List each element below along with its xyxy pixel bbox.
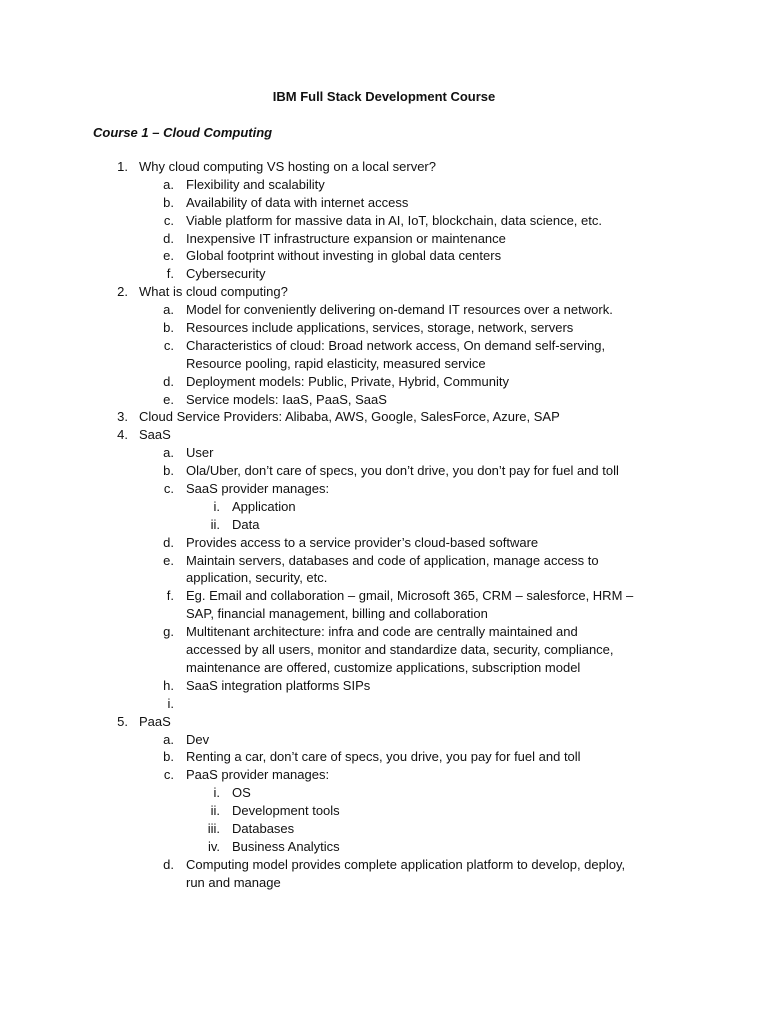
list-item [0,391,768,409]
list-item-text: Application [232,498,296,514]
list-item-text: PaaS provider manages: [186,767,330,783]
list-item-marker: 5. [117,713,128,729]
list-item [0,802,768,820]
list-item-text: Availability of data with internet access [186,194,409,210]
list-item [0,480,768,498]
list-item-text: Renting a car, don’t care of specs, you drive, you pay for fuel and toll [186,749,581,765]
list-item-marker: f. [166,588,174,604]
list-item-marker: 1. [117,159,128,174]
list-item-marker: d. [163,856,174,872]
list-item-text: Service models: IaaS, PaaS, SaaS [186,391,387,407]
list-item-marker: 2. [117,284,128,300]
list-item [0,713,768,731]
list-item-marker: i. [213,498,220,514]
list-item [0,373,768,391]
list-item-text: Provides access to a service provider’s cloud-based software [186,534,539,550]
list-item-marker: 3. [117,409,128,425]
list-item [0,158,768,176]
list-item-text: accessed by all users, monitor and standardize data, security, compliance, [186,642,614,658]
list-item-marker: b. [163,463,174,479]
list-item-text: Maintain servers, databases and code of application, manage access to [186,552,599,568]
list-item [0,695,768,713]
list-item [0,587,768,605]
list-item-text: Ola/Uber, don’t care of specs, you don’t drive, you don’t pay for fuel and toll [186,463,619,479]
list-item-text: Deployment models: Public, Private, Hybrid, Community [186,373,509,389]
list-item-marker: h. [163,677,174,693]
list-item [0,426,768,444]
list-item-marker: b. [163,749,174,765]
list-item-marker: b. [163,194,174,210]
list-item [0,319,768,337]
list-item-text: Data [232,516,260,532]
list-item-text: Cloud Service Providers: Alibaba, AWS, Google, SalesForce, Azure, SAP [139,409,560,425]
list-item-text: Dev [186,731,210,747]
list-item-marker: c. [163,212,174,228]
list-item [0,498,768,516]
list-item-text: User [186,445,214,461]
list-item [0,444,768,462]
list-item-text: SAP, financial management, billing and collaboration [186,606,488,622]
list-item-marker: ii. [210,516,220,532]
list-item [0,516,768,534]
list-item-marker: iv. [207,838,220,854]
list-item [0,212,768,230]
list-item-marker: g. [163,624,174,640]
list-item-text: Model for conveniently delivering on-demand IT resources over a network. [186,302,613,318]
list-item [0,731,768,749]
list-item [0,748,768,766]
list-item-text: Viable platform for massive data in AI, IoT, blockchain, data science, etc. [186,212,602,228]
list-item-marker: i. [213,785,220,801]
list-item-text: Resources include applications, services, storage, network, servers [186,320,574,336]
list-item-marker: a. [163,731,174,747]
list-item [0,230,768,248]
list-item [0,569,768,587]
list-item-marker: a. [163,445,174,461]
list-item-marker: a. [163,302,174,318]
list-item-text: SaaS integration platforms SIPs [186,677,371,693]
list-item [0,247,768,265]
list-item [0,605,768,623]
list-item [0,355,768,373]
list-item [0,194,768,212]
list-item-text: Characteristics of cloud: Broad network access, On demand self-serving, [186,337,606,353]
list-item-marker: b. [163,320,174,336]
list-item-text: Resource pooling, rapid elasticity, measured service [186,355,486,371]
list-item [0,874,768,892]
list-item-text: Eg. Email and collaboration – gmail, Microsoft 365, CRM – salesforce, HRM – [186,588,634,604]
list-item-marker: 4. [117,427,128,443]
list-item-text: Global footprint without investing in global data centers [186,248,502,264]
list-item-text: Inexpensive IT infrastructure expansion or maintenance [186,230,506,246]
list-item-text: SaaS [139,427,171,443]
list-item-text: Why cloud computing VS hosting on a local server? [139,159,436,174]
list-item [0,408,768,426]
list-item [0,766,768,784]
list-item-marker: ii. [210,803,220,819]
list-item [0,301,768,319]
outline-list [0,158,768,892]
list-item-text: Flexibility and scalability [186,176,325,192]
list-item-text: Business Analytics [232,838,340,854]
list-item [0,534,768,552]
list-item-marker: i. [167,695,174,711]
course-heading: Course 1 – Cloud Computing [93,125,273,140]
list-item-marker: e. [163,248,174,264]
list-item [0,856,768,874]
list-item [0,283,768,301]
list-item-text: What is cloud computing? [139,284,288,300]
list-item-marker: e. [163,552,174,568]
list-item-text: run and manage [186,874,281,890]
list-item-marker: c. [163,767,174,783]
list-item-text: Cybersecurity [186,266,266,282]
list-item [0,784,768,802]
list-item-marker: c. [163,481,174,497]
list-item-text: OS [232,785,251,801]
list-item-text: PaaS [139,713,171,729]
list-item-marker: d. [163,534,174,550]
list-item-marker: iii. [207,820,220,836]
list-item-marker: a. [163,176,174,192]
list-item-text: Databases [232,820,295,836]
list-item [0,552,768,570]
list-item-text: application, security, etc. [186,570,328,586]
list-item [0,623,768,641]
list-item-text: Computing model provides complete application platform to develop, deploy, [186,856,626,872]
list-item [0,641,768,659]
list-item [0,659,768,677]
list-item-text: maintenance are offered, customize applications, subscription model [186,659,581,675]
list-item-marker: c. [163,337,174,353]
list-item-marker: d. [163,230,174,246]
list-item-text: Development tools [232,803,340,819]
list-item-marker: e. [163,391,174,407]
list-item-text: Multitenant architecture: infra and code are centrally maintained and [186,624,578,640]
list-item [0,176,768,194]
document-title: IBM Full Stack Development Course [272,89,496,104]
list-item [0,677,768,695]
list-item [0,462,768,480]
list-item [0,337,768,355]
list-item [0,265,768,283]
list-item [0,820,768,838]
list-item-marker: d. [163,373,174,389]
list-item [0,838,768,856]
list-item-text: SaaS provider manages: [186,481,330,497]
list-item-marker: f. [166,266,174,282]
